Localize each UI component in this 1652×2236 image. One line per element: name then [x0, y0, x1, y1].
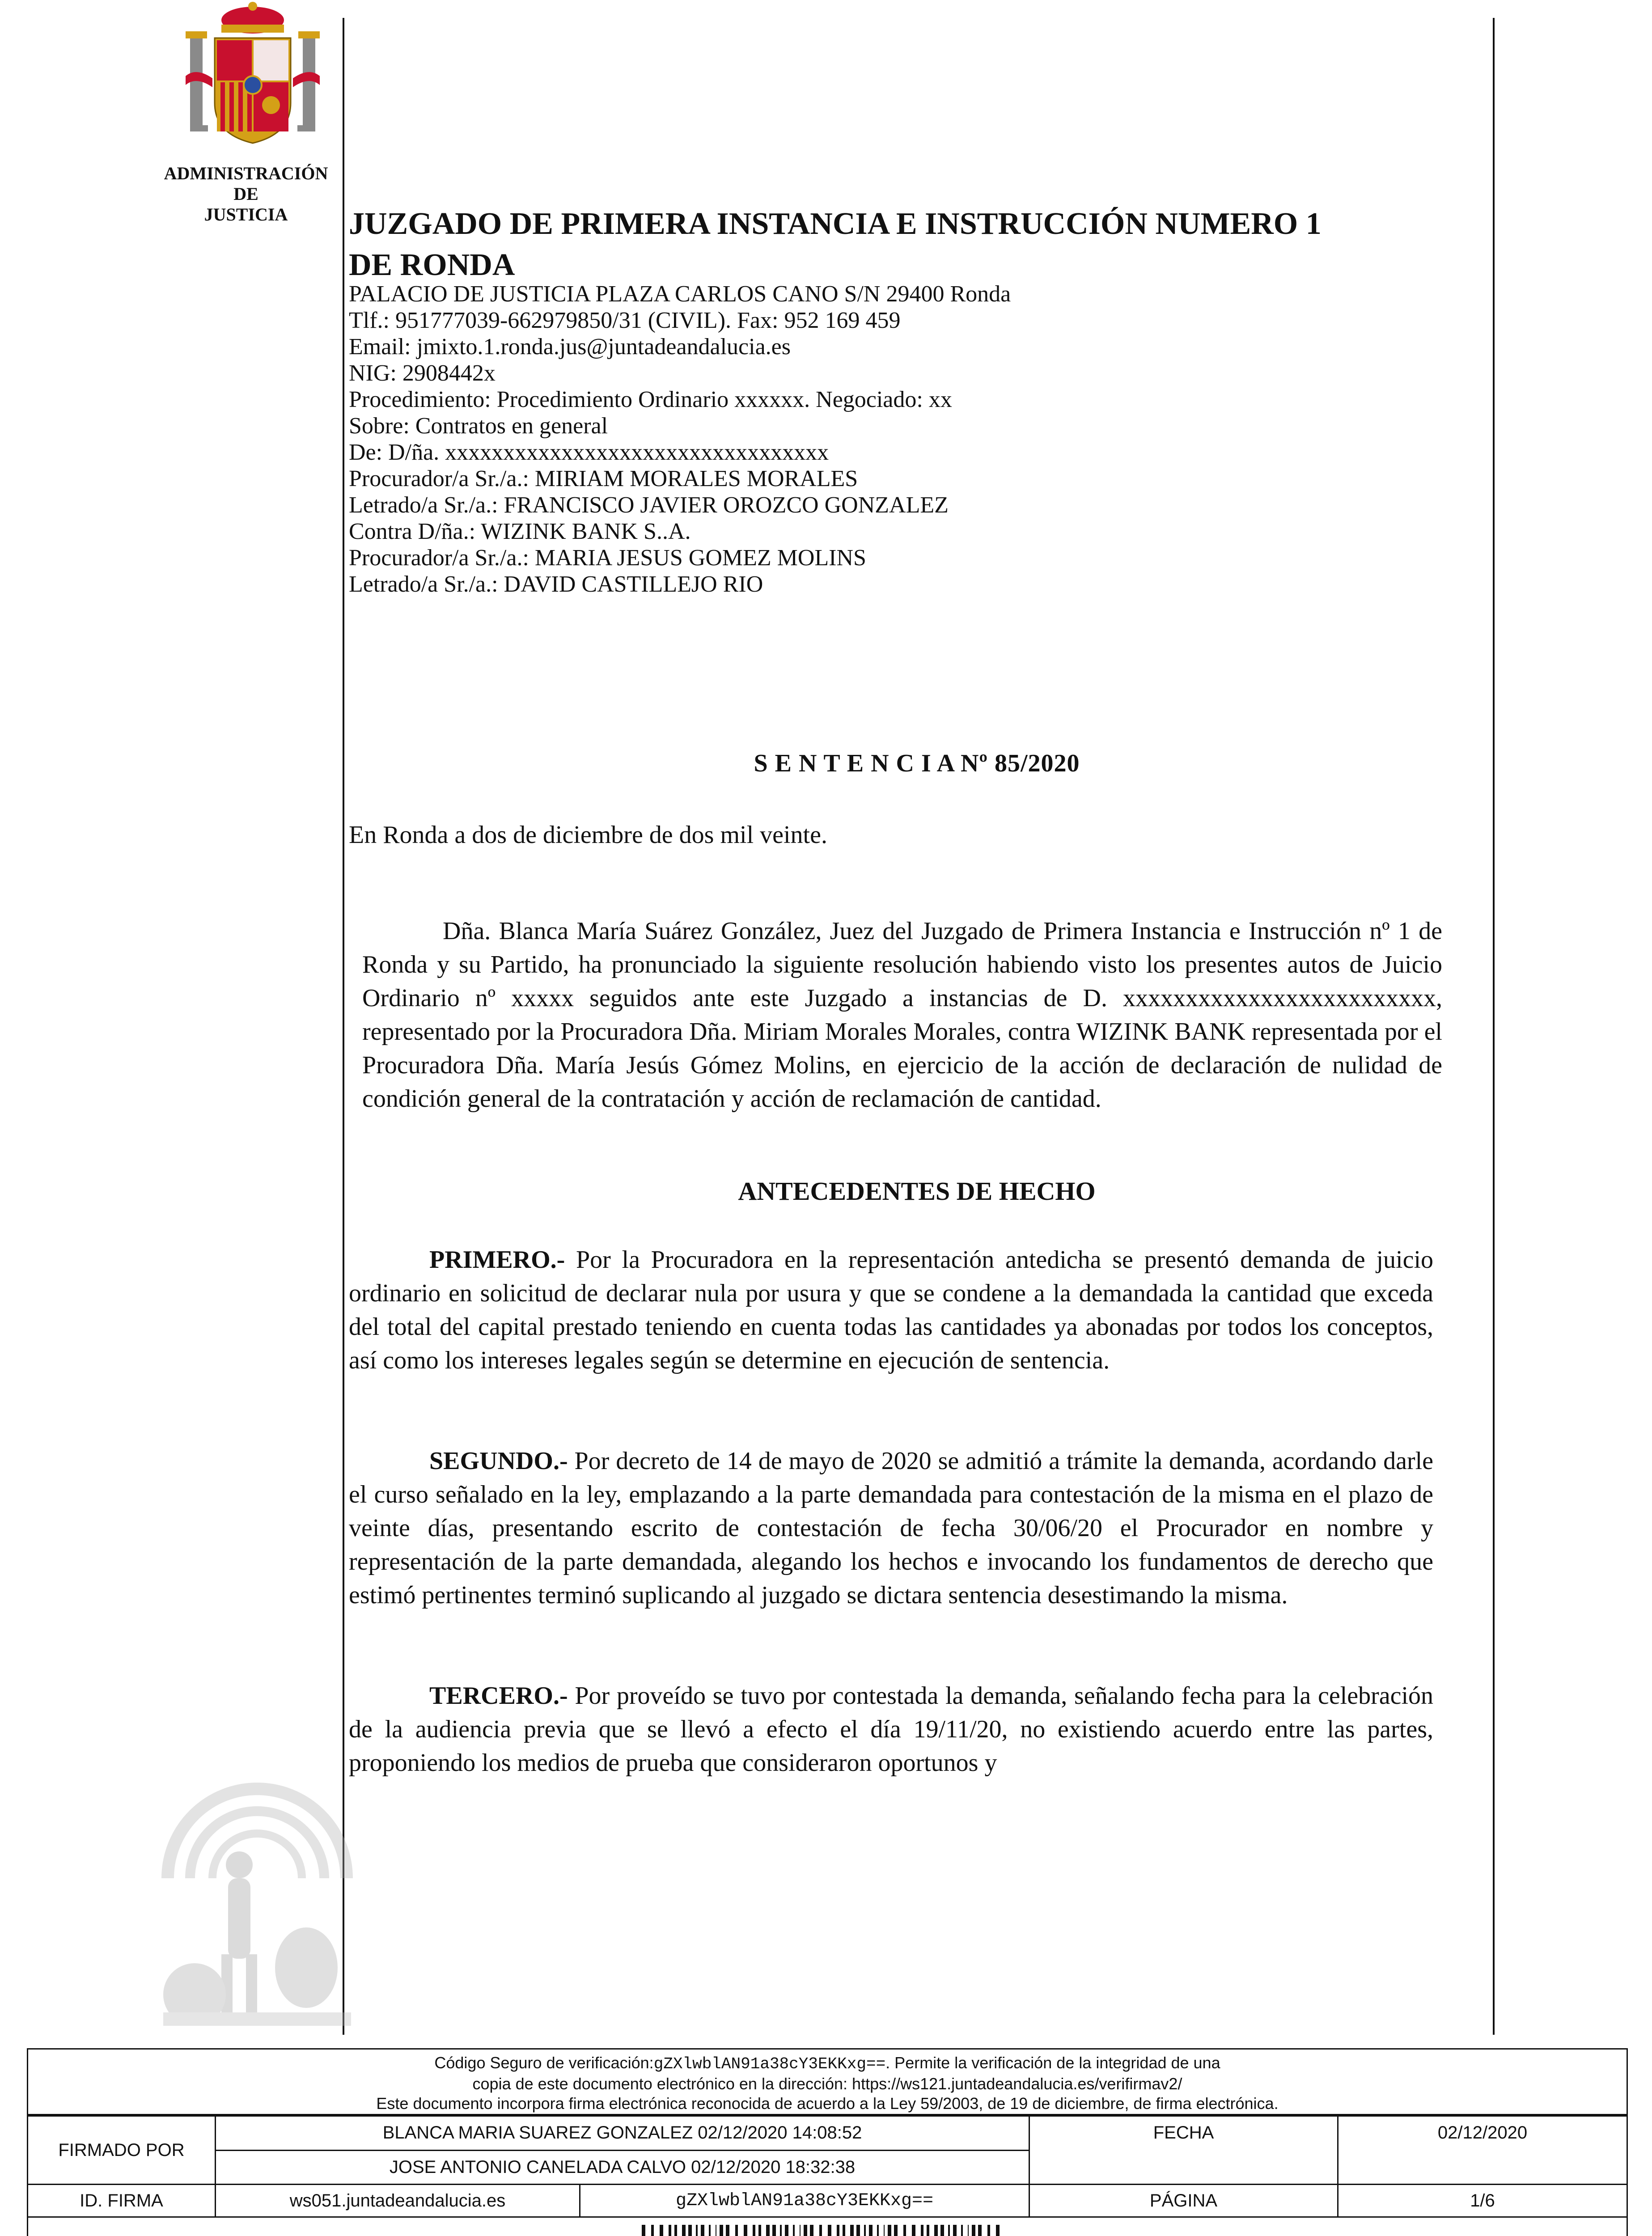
- defendant-procurator: Procurador/a Sr./a.: MARIA JESUS GOMEZ MOLINS: [349, 545, 866, 571]
- intro-text: Dña. Blanca María Suárez González, Juez del Juzgado de Primera Instancia e Instrucción nº 1 de Ronda y su Partido, ha pronunciado la siguiente resolución habiendo visto los presentes autos de Juicio Ordinario nº xxxxx seguidos ante este Juzgado a instancias de D. xxxxxxxxxxxxxxxxxxxxxxxxx, representado por la Procuradora Dña. Miriam Morales Morales, contra WIZINK BANK representada por el Procuradora Dña. María Jesús Gómez Molins, en ejercicio de la acción de declaración de nulidad de condición general de la contratación y acción de reclamación de cantidad.: [362, 917, 1442, 1113]
- id-label: ID. FIRMA: [28, 2185, 216, 2216]
- verification-code: gZXlwblAN91a38cY3EKKxg==: [653, 2055, 886, 2073]
- signature-id-row: [27, 2184, 1628, 2218]
- intro-paragraph: [362, 915, 1442, 1116]
- paragraph-lead: PRIMERO.-: [429, 1246, 565, 1274]
- right-margin-rule: [1493, 18, 1495, 2035]
- ministry-seal-caption: [148, 163, 344, 225]
- signer-2: JOSE ANTONIO CANELADA CALVO 02/12/2020 18:32:38: [389, 2157, 856, 2177]
- signer-list: [216, 2117, 1030, 2184]
- page-label: PÁGINA: [1030, 2185, 1339, 2216]
- paragraph-primero: [349, 1243, 1433, 1377]
- paragraph-tercero: [349, 1679, 1433, 1780]
- junta-andalucia-logo-icon: [154, 1717, 360, 2039]
- id-value: ws051.juntadeandalucia.es: [216, 2185, 580, 2216]
- verification-line-3: Este documento incorpora firma electrónica reconocida de acuerdo a la Ley 59/2003, de 19 de diciembre, de firma electrónica.: [376, 2094, 1279, 2113]
- sentence-date: En Ronda a dos de diciembre de dos mil veinte.: [349, 821, 827, 849]
- id-code: gZXlwblAN91a38cY3EKKxg==: [580, 2185, 1030, 2216]
- case-nig: NIG: 2908442x: [349, 360, 496, 386]
- plaintiff: De: D/ña. xxxxxxxxxxxxxxxxxxxxxxxxxxxxxxxxx: [349, 440, 829, 465]
- court-email: Email: jmixto.1.ronda.jus@juntadeandalucia.es: [349, 334, 791, 360]
- paragraph-lead: SEGUNDO.-: [429, 1447, 568, 1475]
- seal-line-3: JUSTICIA: [204, 204, 288, 224]
- verification-line-1: Código Seguro de verificación:gZXlwblAN91a38cY3EKKxg==. Permite la verificación de la integridad de una: [434, 2054, 1220, 2073]
- paragraph-text: Por la Procuradora en la representación antedicha se presentó demanda de juicio ordinario en solicitud de declarar nula por usura y que se condene a la demandada la cantidad que exceda del total del capital prestado teniendo en cuenta todas las cantidades ya abonadas por todos los conceptos, así como los intereses legales según se determine en ejecución de sentencia.: [349, 1246, 1433, 1374]
- paragraph-segundo: [349, 1444, 1433, 1612]
- plaintiff-procurator: Procurador/a Sr./a.: MIRIAM MORALES MORALES: [349, 466, 858, 491]
- signer-1: BLANCA MARIA SUAREZ GONZALEZ 02/12/2020 14:08:52: [216, 2117, 1029, 2151]
- case-subject: Sobre: Contratos en general: [349, 413, 608, 439]
- case-procedure: Procedimiento: Procedimiento Ordinario xxxxxx. Negociado: xx: [349, 387, 952, 412]
- date-label: FECHA: [1030, 2117, 1339, 2184]
- verification-notice: [27, 2048, 1628, 2115]
- section-title: ANTECEDENTES DE HECHO: [738, 1177, 1096, 1206]
- paragraph-text: Por decreto de 14 de mayo de 2020 se admitió a trámite la demanda, acordando darle el curso señalado en la ley, emplazando a la parte demandada para contestación de la misma en el plazo de veinte días, presentando escrito de contestación de fecha 30/06/20 el Procurador en nombre y representación de la parte demandada, alegando los hechos e invocando los fundamentos de derecho que estimó pertinentes terminó suplicando al juzgado se dictara sentencia desestimando la misma.: [349, 1447, 1433, 1609]
- verification-line-2: copia de este documento electrónico en la dirección: https://ws121.juntadeandalucia.es/verifirmav2/: [472, 2075, 1182, 2093]
- spanish-coat-of-arms-icon: [172, 0, 333, 165]
- court-phone: Tlf.: 951777039-662979850/31 (CIVIL). Fax: 952 169 459: [349, 308, 901, 333]
- court-title: [349, 203, 1485, 286]
- case-header: [349, 281, 1011, 597]
- court-title-line-2: DE RONDA: [349, 248, 515, 282]
- plaintiff-lawyer: Letrado/a Sr./a.: FRANCISCO JAVIER OROZCO GONZALEZ: [349, 492, 949, 518]
- seal-line-2: DE: [233, 184, 258, 204]
- sentence-title: S E N T E N C I A Nº 85/2020: [754, 750, 1080, 777]
- paragraph-lead: TERCERO.-: [429, 1682, 568, 1710]
- date-value: 02/12/2020: [1437, 2123, 1528, 2143]
- signed-by-label: FIRMADO POR: [28, 2117, 216, 2184]
- signature-row: [27, 2115, 1628, 2185]
- defendant-lawyer: Letrado/a Sr./a.: DAVID CASTILLEJO RIO: [349, 572, 763, 597]
- court-address: PALACIO DE JUSTICIA PLAZA CARLOS CANO S/N 29400 Ronda: [349, 281, 1011, 307]
- paragraph-text: Por proveído se tuvo por contestada la demanda, señalando fecha para la celebración de la audiencia previa que se llevó a efecto el día 19/11/20, no existiendo acuerdo entre las partes, proponiendo los medios de prueba que consideraron oportunos y: [349, 1682, 1433, 1777]
- court-title-line-1: JUZGADO DE PRIMERA INSTANCIA E INSTRUCCIÓN NUMERO 1: [349, 207, 1322, 241]
- page-number: 1/6: [1470, 2190, 1495, 2211]
- seal-line-1: ADMINISTRACIÓN: [164, 163, 328, 183]
- barcode-icon: [642, 2225, 1004, 2236]
- defendant: Contra D/ña.: WIZINK BANK S..A.: [349, 519, 691, 544]
